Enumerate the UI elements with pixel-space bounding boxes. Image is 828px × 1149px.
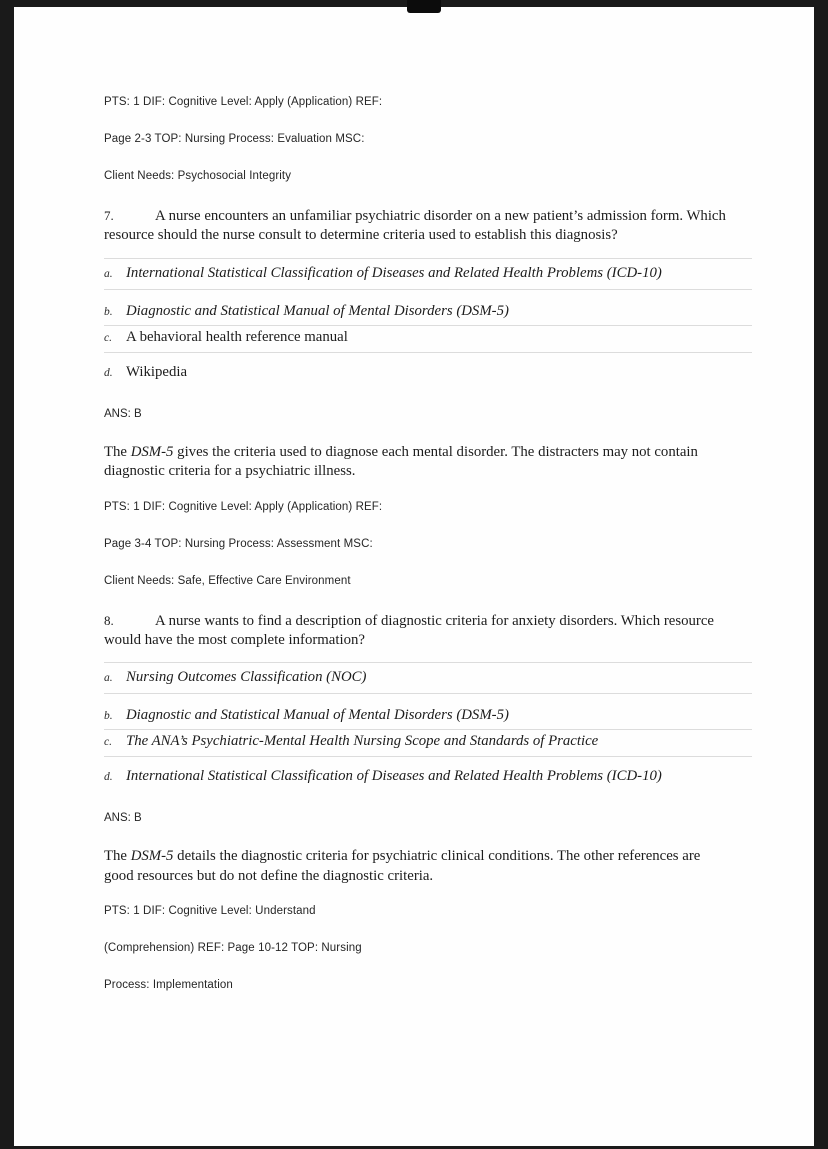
meta-pts-line: PTS: 1 DIF: Cognitive Level: Apply (Application) REF: <box>104 500 383 513</box>
option-d <box>104 757 752 787</box>
option-text: Wikipedia <box>126 363 188 380</box>
meta-pts-line: PTS: 1 DIF: Cognitive Level: Apply (Application) REF: <box>104 96 383 108</box>
document-page <box>14 7 814 1146</box>
options-list <box>104 662 752 787</box>
rationale-italic-term: DSM-5 <box>130 443 174 460</box>
option-letter: a. <box>104 672 113 685</box>
option-c <box>104 730 752 757</box>
rationale-post: gives the criteria used to diagnose each mental disorder. The distracters may not contain diagnostic criteria for a psychiatric illness. <box>104 443 698 480</box>
option-text: International Statistical Classification of Diseases and Related Health Problems (ICD-10) <box>126 768 662 785</box>
question-8-block <box>104 611 752 887</box>
rationale-text <box>104 443 704 482</box>
meta-page-top-line: Page 2-3 TOP: Nursing Process: Evaluation MSC: <box>104 133 365 145</box>
option-text: Diagnostic and Statistical Manual of Mental Disorders (DSM-5) <box>126 302 509 319</box>
question-number: 7. <box>104 208 114 223</box>
option-letter: c. <box>104 736 112 749</box>
option-letter: b. <box>104 710 113 723</box>
option-b <box>104 290 752 326</box>
answer-label: ANS: B <box>104 407 142 420</box>
meta-pts-line: PTS: 1 DIF: Cognitive Level: Understand <box>104 905 316 918</box>
rationale-italic-term: DSM-5 <box>130 848 174 865</box>
question-body: A nurse wants to find a description of diagnostic criteria for anxiety disorders. Which resource would have the most complete information? <box>104 612 714 649</box>
option-a <box>104 258 752 290</box>
question-body: A nurse encounters an unfamiliar psychiatric disorder on a new patient’s admission form. Which resource should the nurse consult to determine criteria used to establish this diagnosis? <box>104 208 726 244</box>
option-letter: a. <box>104 267 113 280</box>
rationale-pre: The <box>104 443 131 460</box>
option-text: International Statistical Classification of Diseases and Related Health Problems (ICD-10) <box>126 264 662 281</box>
option-text: The ANA’s Psychiatric-Mental Health Nursing Scope and Standards of Practice <box>126 733 599 750</box>
question-number: 8. <box>104 612 114 628</box>
question-text <box>104 611 752 651</box>
option-d <box>104 353 752 383</box>
question-7-block <box>104 206 752 482</box>
question-text <box>104 206 752 246</box>
option-letter: c. <box>104 331 112 344</box>
option-text: Diagnostic and Statistical Manual of Mental Disorders (DSM-5) <box>126 707 509 724</box>
option-letter: d. <box>104 771 113 784</box>
window-notch <box>407 0 441 13</box>
meta-client-needs-line: Client Needs: Psychosocial Integrity <box>104 170 292 182</box>
option-b <box>104 694 752 730</box>
option-c <box>104 326 752 353</box>
option-letter: d. <box>104 366 113 379</box>
meta-ref-line: (Comprehension) REF: Page 10-12 TOP: Nursing <box>104 942 362 955</box>
rationale-post: details the diagnostic criteria for psychiatric clinical conditions. The other references are good resources but do not define the diagnostic criteria. <box>104 848 701 884</box>
page-content <box>14 7 814 1055</box>
options-list <box>104 258 752 383</box>
option-a <box>104 662 752 694</box>
rationale-pre: The <box>104 848 131 865</box>
option-text: A behavioral health reference manual <box>126 328 348 345</box>
meta-page-top-line: Page 3-4 TOP: Nursing Process: Assessment MSC: <box>104 537 373 550</box>
option-text: Nursing Outcomes Classification (NOC) <box>126 669 367 686</box>
meta-client-needs-line: Client Needs: Safe, Effective Care Environment <box>104 574 351 587</box>
answer-label: ANS: B <box>104 812 142 825</box>
option-letter: b. <box>104 305 113 318</box>
rationale-text <box>104 847 724 886</box>
meta-process-line: Process: Implementation <box>104 979 233 992</box>
